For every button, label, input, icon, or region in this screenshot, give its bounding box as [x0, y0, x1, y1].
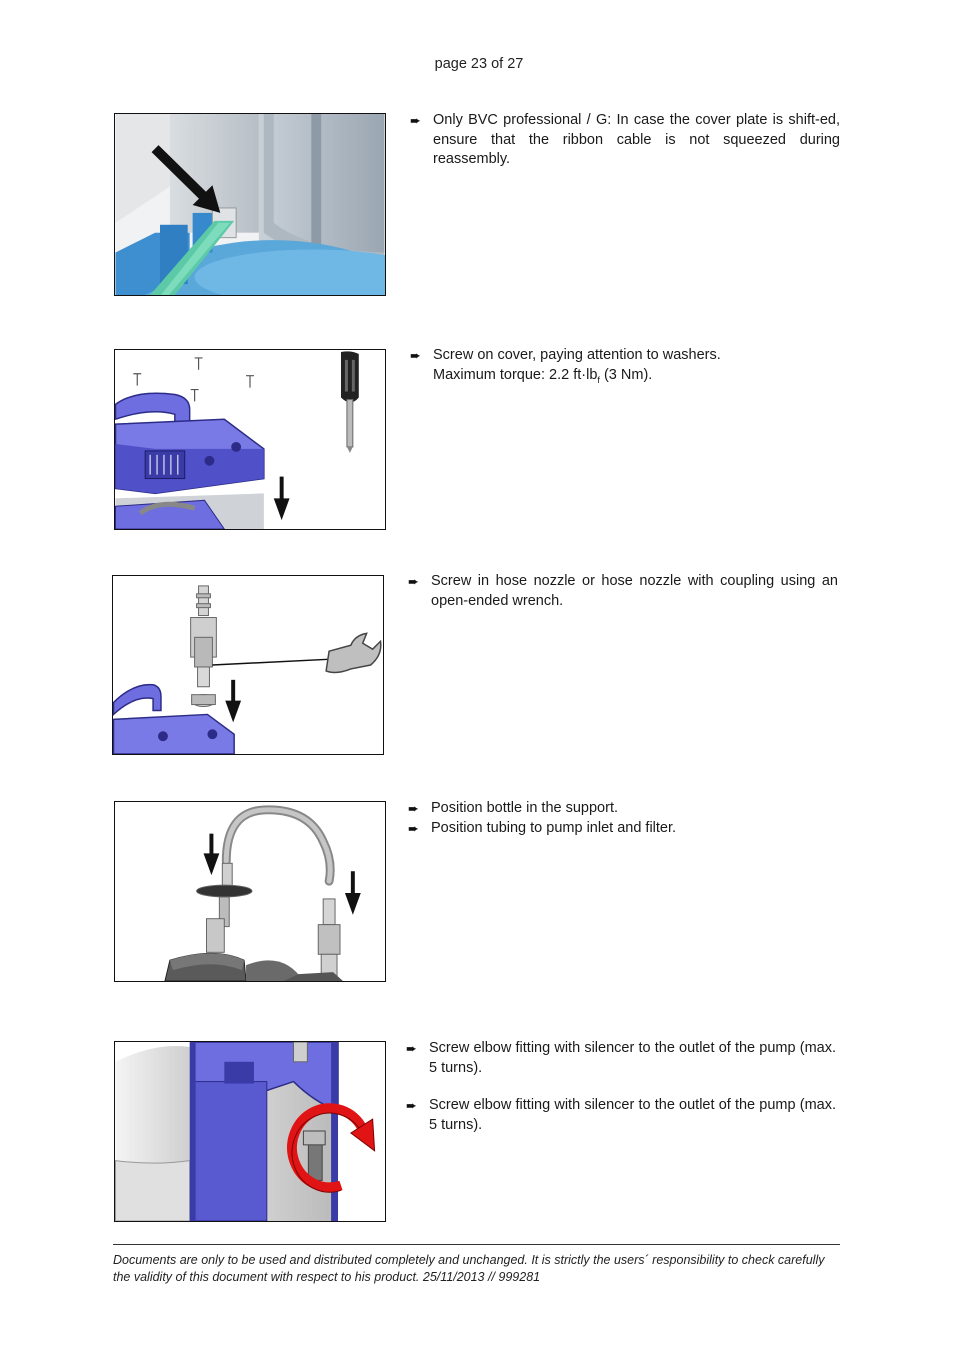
instruction-block-3: [408, 572, 838, 611]
step-text: Position tubing to pump inlet and filter.: [431, 819, 677, 836]
figure-elbow-fitting: [114, 1041, 386, 1222]
footer-line-2: the validity of this document with respect to his product. 25/11/2013 // 999281: [113, 1269, 541, 1284]
instruction-step: [408, 819, 838, 839]
ribbon-cable-illustration: [115, 114, 385, 295]
step-text: Position bottle in the support.: [431, 800, 619, 816]
instruction-step: [406, 1039, 836, 1078]
hand-arrow-icon: ➨: [410, 348, 421, 363]
torque-suffix: (3 Nm).: [599, 366, 653, 383]
step-text: Screw elbow fitting with silencer to the outlet of the pump (max. 5 turns).: [429, 1040, 836, 1076]
hand-arrow-icon: ➨: [408, 574, 419, 589]
hand-arrow-icon: ➨: [406, 1041, 417, 1056]
torque-text: Maximum torque: 2.2 ft: [433, 366, 582, 383]
figure-hose-nozzle: [112, 575, 384, 755]
hand-arrow-icon: ➨: [408, 820, 419, 836]
instruction-step: [410, 111, 840, 170]
torque-dot: ·: [581, 366, 587, 383]
footer-divider: [113, 1244, 840, 1245]
instruction-step: [408, 799, 838, 819]
elbow-fitting-illustration: [115, 1042, 385, 1221]
hose-nozzle-illustration: [113, 576, 383, 754]
instruction-block-5: [406, 1039, 836, 1135]
instruction-block-1: [410, 111, 840, 170]
screw-cover-illustration: [115, 350, 385, 529]
bottle-tubing-illustration: [115, 802, 385, 981]
step-text: Screw in hose nozzle or hose nozzle with coupling using an open-ended wrench.: [431, 573, 838, 609]
footer-line-1: Documents are only to be used and distributed completely and unchanged. It is strictly the users´ responsibility to check carefully: [113, 1253, 825, 1267]
figure-bottle-tubing: [114, 801, 386, 982]
hand-arrow-icon: ➨: [410, 113, 421, 128]
step-text: Screw elbow fitting with silencer to the outlet of the pump (max. 5 turns).: [429, 1097, 836, 1133]
page-number: page 23 of 27: [434, 56, 524, 72]
step-text: Screw on cover, paying attention to washers.: [433, 347, 721, 363]
torque-subscript: f: [597, 374, 600, 385]
hand-arrow-icon: ➨: [406, 1098, 417, 1113]
instruction-step: [408, 572, 838, 611]
figure-screw-cover: [114, 349, 386, 530]
hand-arrow-icon: ➨: [408, 801, 419, 816]
footer-disclaimer: [113, 1252, 853, 1285]
step-text: Only BVC professional / G: In case the cover plate is shift-ed, ensure that the ribbon cable is not squeezed during reassembly.: [433, 112, 840, 167]
instruction-block-2: [410, 346, 840, 390]
figure-ribbon-cable: [114, 113, 386, 296]
instruction-step: [406, 1096, 836, 1135]
torque-unit: lb: [586, 366, 598, 383]
instruction-block-4: [408, 799, 838, 838]
instruction-step: [410, 346, 840, 390]
